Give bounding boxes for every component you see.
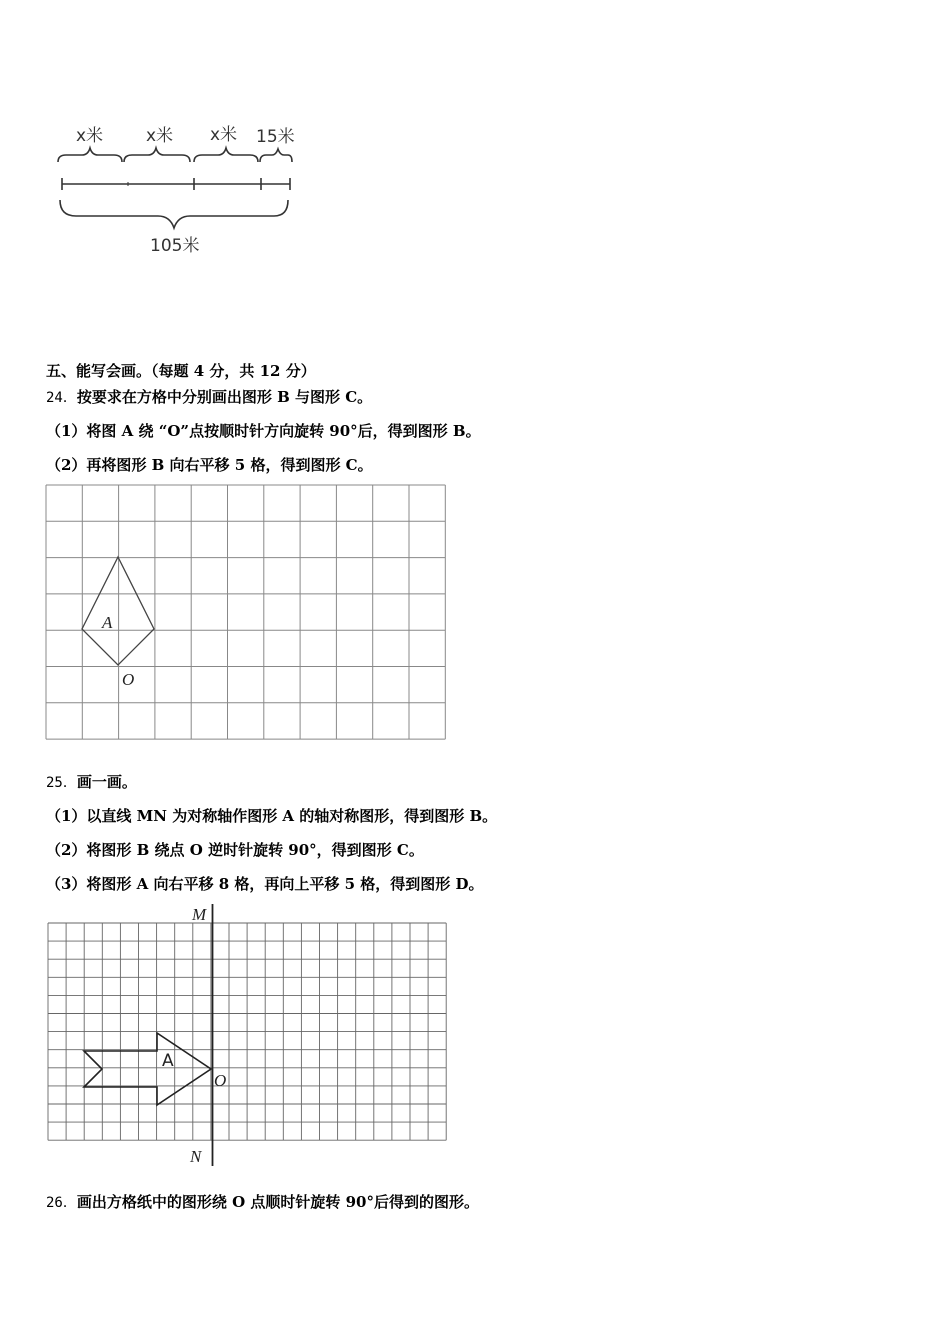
question-26-text: 画出方格纸中的图形绕 O 点顺时针旋转 90°后得到的图形。 xyxy=(76,1193,479,1211)
shape-a-kite xyxy=(82,557,154,665)
label-x-1: x米 xyxy=(76,126,104,146)
label-15: 15米 xyxy=(256,127,295,147)
label-x-2: x米 xyxy=(146,126,174,146)
question-24-number: 24． xyxy=(46,390,77,406)
segment-diagram xyxy=(50,118,310,263)
grid-24 xyxy=(44,483,448,743)
shape-a-arrow xyxy=(84,1033,211,1105)
label-m: M xyxy=(192,905,207,924)
question-25 xyxy=(46,771,137,792)
brace-total xyxy=(60,200,288,228)
question-24 xyxy=(46,386,372,407)
label-total: 105米 xyxy=(150,236,200,256)
brace-2 xyxy=(124,148,190,162)
label-x-3: x米 xyxy=(210,125,238,145)
label-n: N xyxy=(190,1147,202,1166)
brace-4 xyxy=(260,149,292,162)
grid-25 xyxy=(44,900,454,1170)
question-26 xyxy=(46,1191,479,1212)
brace-1 xyxy=(58,148,122,162)
question-25-step-2: （2）将图形 B 绕点 O 逆时针旋转 90°，得到图形 C。 xyxy=(46,841,424,859)
question-25-text: 画一画。 xyxy=(76,773,137,791)
question-26-number: 26． xyxy=(46,1195,77,1211)
question-25-step-3: （3）将图形 A 向右平移 8 格，再向上平移 5 格，得到图形 D。 xyxy=(46,875,484,893)
question-24-step-2: （2）再将图形 B 向右平移 5 格，得到图形 C。 xyxy=(46,456,373,474)
shape-a-label-25: A xyxy=(162,1051,174,1071)
point-o-label: O xyxy=(122,670,135,689)
question-25-step-1: （1）以直线 MN 为对称轴作图形 A 的轴对称图形，得到图形 B。 xyxy=(46,807,498,825)
question-25-number: 25． xyxy=(46,775,77,791)
question-24-text: 按要求在方格中分别画出图形 B 与图形 C。 xyxy=(76,388,373,406)
point-o-label-25: O xyxy=(214,1071,227,1090)
question-24-step-1: （1）将图 A 绕 “O”点按顺时针方向旋转 90°后，得到图形 B。 xyxy=(46,422,481,440)
section-title: 五、能写会画。（每题 4 分，共 12 分） xyxy=(46,362,316,380)
brace-3 xyxy=(194,148,258,162)
shape-a-label: A xyxy=(102,613,113,632)
